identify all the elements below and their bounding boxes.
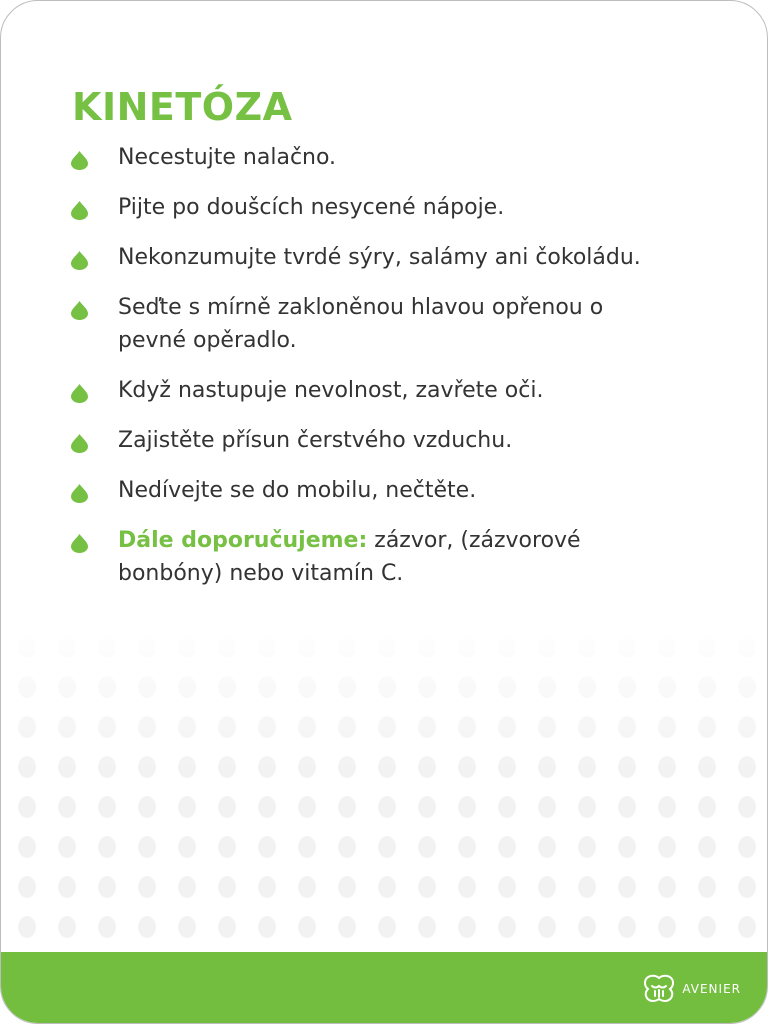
list-item-text: Nedívejte se do mobilu, nečtěte. (118, 478, 477, 503)
droplet-bullet-icon (71, 434, 88, 453)
tips-list (71, 141, 671, 607)
list-item-text: Když nastupuje nevolnost, zavřete oči. (118, 378, 544, 403)
recommendation-label: Dále doporučujeme: (118, 528, 368, 553)
list-item (71, 141, 671, 174)
list-item-text: Necestujte nalačno. (118, 145, 337, 170)
avenier-logo-icon (642, 974, 676, 1004)
droplet-bullet-icon (71, 201, 88, 220)
droplet-bullet-icon (71, 151, 88, 170)
droplet-bullet-icon (71, 484, 88, 503)
list-item (71, 241, 671, 274)
list-item-text: zázvor, (zázvorové bonbóny) nebo vitamín C. (118, 528, 581, 586)
list-item-text: Nekonzumujte tvrdé sýry, salámy ani čokoládu. (118, 245, 641, 270)
list-item (71, 474, 671, 507)
droplet-bullet-icon (71, 251, 88, 270)
list-item (71, 191, 671, 224)
list-item-text: Pijte po doušcích nesycené nápoje. (118, 195, 505, 220)
droplet-bullet-icon (71, 534, 88, 553)
page-title: KINETÓZA (72, 85, 293, 129)
list-item-text: Zajistěte přísun čerstvého vzduchu. (118, 428, 513, 453)
droplet-bullet-icon (71, 301, 88, 320)
droplet-pattern-background (1, 621, 767, 953)
footer-bar (1, 952, 767, 1023)
brand-name: AVENIER (682, 982, 741, 996)
droplet-bullet-icon (71, 384, 88, 403)
list-item-text: Seďte s mírně zakloněnou hlavou opřenou o pevné opěradlo. (118, 295, 604, 353)
list-item (71, 524, 671, 590)
list-item (71, 424, 671, 457)
list-item (71, 291, 671, 357)
brand-logo (642, 974, 741, 1004)
list-item (71, 374, 671, 407)
